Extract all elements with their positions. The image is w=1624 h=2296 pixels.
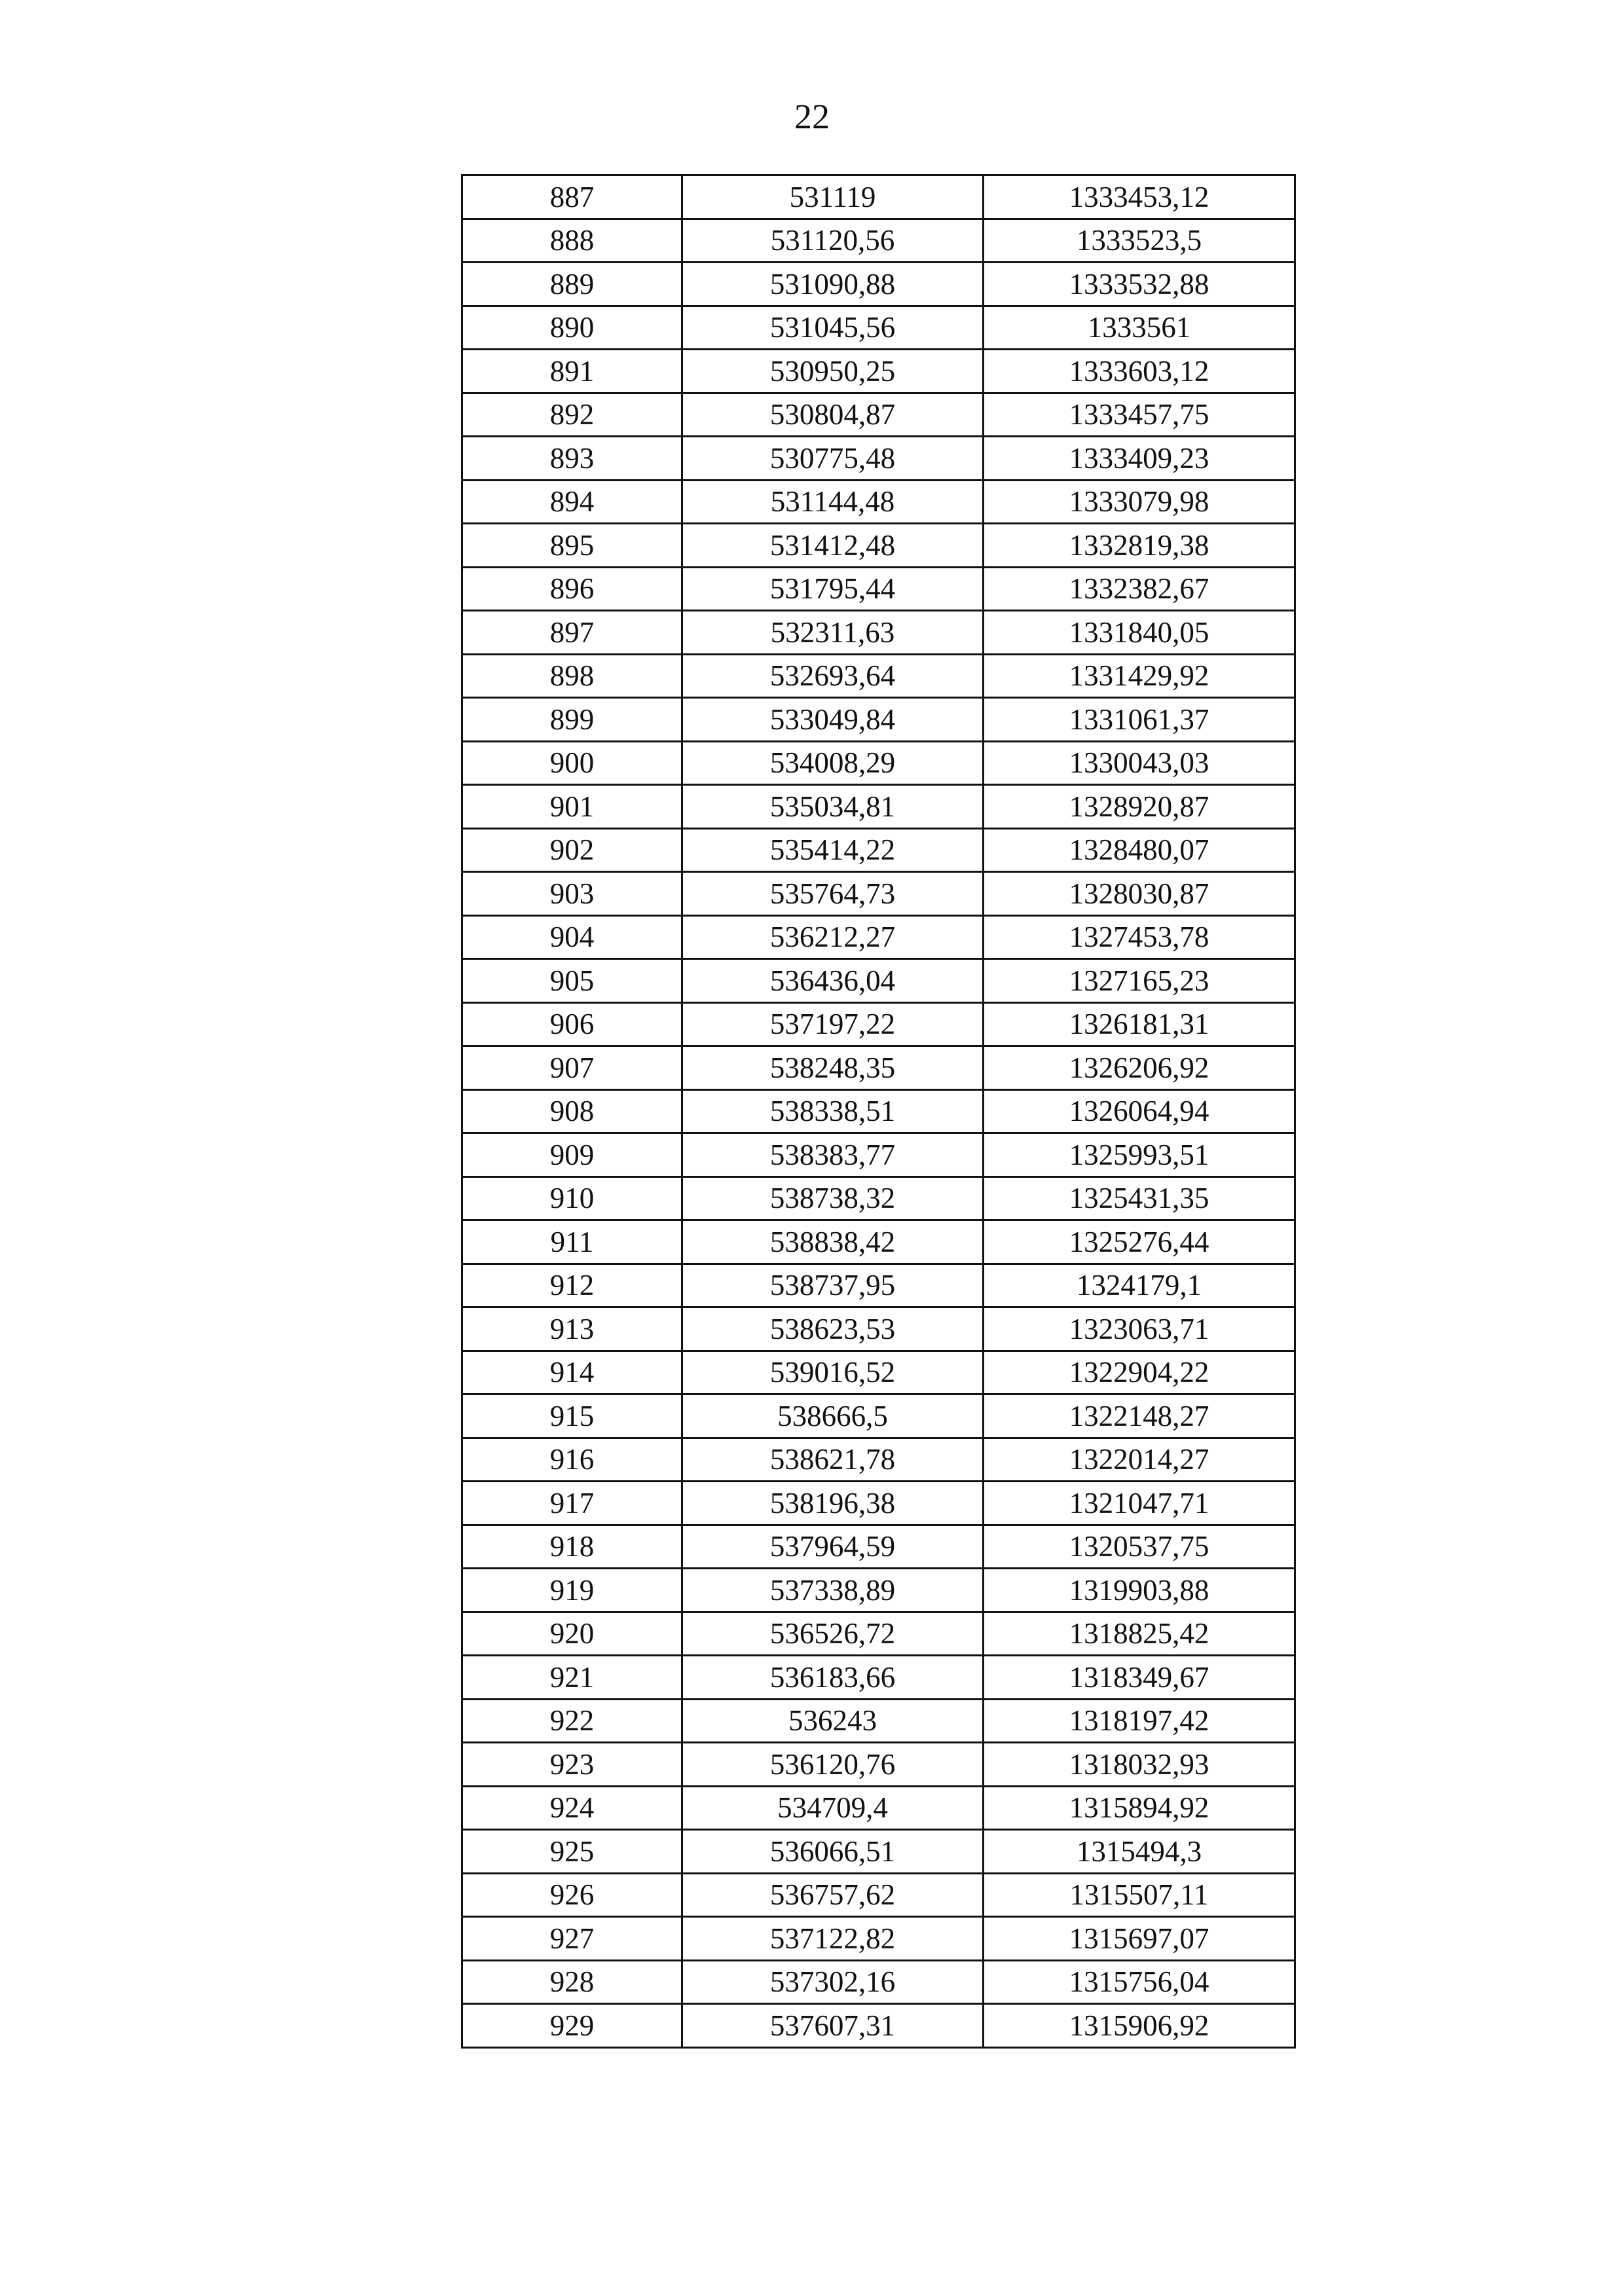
point-number-cell: 919: [462, 1569, 682, 1613]
table-row: [462, 393, 1295, 437]
y-coordinate-cell: 1315756,04: [984, 1960, 1295, 2004]
x-coordinate-cell: 536436,04: [682, 959, 984, 1003]
table-row: [462, 828, 1295, 872]
point-number-cell: 928: [462, 1960, 682, 2004]
table-row: [462, 175, 1295, 219]
point-number-cell: 916: [462, 1438, 682, 1482]
point-number-cell: 918: [462, 1525, 682, 1569]
point-number-cell: 906: [462, 1002, 682, 1046]
point-number-cell: 900: [462, 741, 682, 785]
table-row: [462, 1743, 1295, 1787]
y-coordinate-cell: 1315507,11: [984, 1873, 1295, 1917]
table-row: [462, 2004, 1295, 2048]
point-number-cell: 893: [462, 437, 682, 481]
x-coordinate-cell: 536183,66: [682, 1656, 984, 1700]
point-number-cell: 910: [462, 1176, 682, 1220]
x-coordinate-cell: 530804,87: [682, 393, 984, 437]
y-coordinate-cell: 1325993,51: [984, 1133, 1295, 1177]
y-coordinate-cell: 1333603,12: [984, 350, 1295, 393]
point-number-cell: 889: [462, 263, 682, 306]
x-coordinate-cell: 533049,84: [682, 698, 984, 742]
x-coordinate-cell: 531045,56: [682, 306, 984, 350]
x-coordinate-cell: 538621,78: [682, 1438, 984, 1482]
y-coordinate-cell: 1321047,71: [984, 1482, 1295, 1525]
x-coordinate-cell: 534008,29: [682, 741, 984, 785]
point-number-cell: 887: [462, 175, 682, 219]
y-coordinate-cell: 1333523,5: [984, 219, 1295, 263]
y-coordinate-cell: 1325276,44: [984, 1220, 1295, 1264]
y-coordinate-cell: 1315494,3: [984, 1830, 1295, 1874]
coordinates-table: [461, 174, 1296, 2049]
y-coordinate-cell: 1327453,78: [984, 915, 1295, 959]
table-row: [462, 306, 1295, 350]
y-coordinate-cell: 1318197,42: [984, 1699, 1295, 1743]
point-number-cell: 902: [462, 828, 682, 872]
point-number-cell: 898: [462, 654, 682, 698]
y-coordinate-cell: 1315906,92: [984, 2004, 1295, 2048]
x-coordinate-cell: 535034,81: [682, 785, 984, 829]
y-coordinate-cell: 1324179,1: [984, 1264, 1295, 1307]
point-number-cell: 911: [462, 1220, 682, 1264]
x-coordinate-cell: 538838,42: [682, 1220, 984, 1264]
x-coordinate-cell: 538338,51: [682, 1089, 984, 1133]
point-number-cell: 922: [462, 1699, 682, 1743]
point-number-cell: 915: [462, 1394, 682, 1438]
x-coordinate-cell: 530950,25: [682, 350, 984, 393]
point-number-cell: 891: [462, 350, 682, 393]
y-coordinate-cell: 1333453,12: [984, 175, 1295, 219]
table-row: [462, 1786, 1295, 1830]
x-coordinate-cell: 531144,48: [682, 480, 984, 524]
y-coordinate-cell: 1333532,88: [984, 263, 1295, 306]
table-row: [462, 567, 1295, 611]
table-row: [462, 1002, 1295, 1046]
y-coordinate-cell: 1322014,27: [984, 1438, 1295, 1482]
point-number-cell: 888: [462, 219, 682, 263]
table-row: [462, 524, 1295, 568]
table-row: [462, 263, 1295, 306]
table-row: [462, 872, 1295, 916]
x-coordinate-cell: 534709,4: [682, 1786, 984, 1830]
y-coordinate-cell: 1328920,87: [984, 785, 1295, 829]
table-row: [462, 611, 1295, 655]
point-number-cell: 901: [462, 785, 682, 829]
point-number-cell: 920: [462, 1612, 682, 1656]
coordinates-table-body: [462, 175, 1295, 2048]
table-row: [462, 437, 1295, 481]
table-row: [462, 959, 1295, 1003]
x-coordinate-cell: 538623,53: [682, 1307, 984, 1351]
x-coordinate-cell: 536757,62: [682, 1873, 984, 1917]
table-row: [462, 741, 1295, 785]
point-number-cell: 913: [462, 1307, 682, 1351]
table-row: [462, 219, 1295, 263]
x-coordinate-cell: 536120,76: [682, 1743, 984, 1787]
table-row: [462, 1046, 1295, 1090]
y-coordinate-cell: 1323063,71: [984, 1307, 1295, 1351]
y-coordinate-cell: 1333457,75: [984, 393, 1295, 437]
point-number-cell: 905: [462, 959, 682, 1003]
x-coordinate-cell: 531119: [682, 175, 984, 219]
point-number-cell: 908: [462, 1089, 682, 1133]
point-number-cell: 914: [462, 1351, 682, 1394]
table-row: [462, 1960, 1295, 2004]
x-coordinate-cell: 538738,32: [682, 1176, 984, 1220]
point-number-cell: 897: [462, 611, 682, 655]
x-coordinate-cell: 538666,5: [682, 1394, 984, 1438]
x-coordinate-cell: 537122,82: [682, 1917, 984, 1961]
point-number-cell: 892: [462, 393, 682, 437]
y-coordinate-cell: 1326206,92: [984, 1046, 1295, 1090]
table-row: [462, 1264, 1295, 1307]
table-row: [462, 1394, 1295, 1438]
y-coordinate-cell: 1331840,05: [984, 611, 1295, 655]
point-number-cell: 926: [462, 1873, 682, 1917]
y-coordinate-cell: 1327165,23: [984, 959, 1295, 1003]
table-row: [462, 785, 1295, 829]
table-row: [462, 1699, 1295, 1743]
y-coordinate-cell: 1318032,93: [984, 1743, 1295, 1787]
y-coordinate-cell: 1315697,07: [984, 1917, 1295, 1961]
y-coordinate-cell: 1325431,35: [984, 1176, 1295, 1220]
y-coordinate-cell: 1318349,67: [984, 1656, 1295, 1700]
table-row: [462, 1176, 1295, 1220]
point-number-cell: 925: [462, 1830, 682, 1874]
x-coordinate-cell: 537302,16: [682, 1960, 984, 2004]
y-coordinate-cell: 1331429,92: [984, 654, 1295, 698]
x-coordinate-cell: 531795,44: [682, 567, 984, 611]
x-coordinate-cell: 532693,64: [682, 654, 984, 698]
x-coordinate-cell: 535414,22: [682, 828, 984, 872]
x-coordinate-cell: 535764,73: [682, 872, 984, 916]
y-coordinate-cell: 1332382,67: [984, 567, 1295, 611]
point-number-cell: 923: [462, 1743, 682, 1787]
y-coordinate-cell: 1331061,37: [984, 698, 1295, 742]
point-number-cell: 903: [462, 872, 682, 916]
y-coordinate-cell: 1328030,87: [984, 872, 1295, 916]
point-number-cell: 894: [462, 480, 682, 524]
table-row: [462, 480, 1295, 524]
table-row: [462, 1220, 1295, 1264]
table-row: [462, 1089, 1295, 1133]
y-coordinate-cell: 1333409,23: [984, 437, 1295, 481]
table-row: [462, 1307, 1295, 1351]
point-number-cell: 907: [462, 1046, 682, 1090]
x-coordinate-cell: 536212,27: [682, 915, 984, 959]
x-coordinate-cell: 537964,59: [682, 1525, 984, 1569]
x-coordinate-cell: 532311,63: [682, 611, 984, 655]
x-coordinate-cell: 536066,51: [682, 1830, 984, 1874]
point-number-cell: 912: [462, 1264, 682, 1307]
point-number-cell: 896: [462, 567, 682, 611]
x-coordinate-cell: 538196,38: [682, 1482, 984, 1525]
page-number: 22: [794, 97, 830, 136]
x-coordinate-cell: 539016,52: [682, 1351, 984, 1394]
point-number-cell: 899: [462, 698, 682, 742]
y-coordinate-cell: 1318825,42: [984, 1612, 1295, 1656]
x-coordinate-cell: 537607,31: [682, 2004, 984, 2048]
y-coordinate-cell: 1322904,22: [984, 1351, 1295, 1394]
y-coordinate-cell: 1322148,27: [984, 1394, 1295, 1438]
y-coordinate-cell: 1315894,92: [984, 1786, 1295, 1830]
x-coordinate-cell: 538383,77: [682, 1133, 984, 1177]
y-coordinate-cell: 1330043,03: [984, 741, 1295, 785]
x-coordinate-cell: 531120,56: [682, 219, 984, 263]
y-coordinate-cell: 1328480,07: [984, 828, 1295, 872]
table-row: [462, 1656, 1295, 1700]
point-number-cell: 890: [462, 306, 682, 350]
x-coordinate-cell: 536243: [682, 1699, 984, 1743]
table-row: [462, 1612, 1295, 1656]
y-coordinate-cell: 1332819,38: [984, 524, 1295, 568]
x-coordinate-cell: 536526,72: [682, 1612, 984, 1656]
table-row: [462, 698, 1295, 742]
point-number-cell: 917: [462, 1482, 682, 1525]
point-number-cell: 904: [462, 915, 682, 959]
x-coordinate-cell: 538248,35: [682, 1046, 984, 1090]
x-coordinate-cell: 538737,95: [682, 1264, 984, 1307]
x-coordinate-cell: 530775,48: [682, 437, 984, 481]
point-number-cell: 929: [462, 2004, 682, 2048]
y-coordinate-cell: 1326181,31: [984, 1002, 1295, 1046]
y-coordinate-cell: 1319903,88: [984, 1569, 1295, 1613]
point-number-cell: 927: [462, 1917, 682, 1961]
table-row: [462, 1482, 1295, 1525]
table-row: [462, 1873, 1295, 1917]
table-row: [462, 1830, 1295, 1874]
table-row: [462, 1438, 1295, 1482]
table-row: [462, 1133, 1295, 1177]
y-coordinate-cell: 1326064,94: [984, 1089, 1295, 1133]
table-row: [462, 1525, 1295, 1569]
table-row: [462, 350, 1295, 393]
y-coordinate-cell: 1320537,75: [984, 1525, 1295, 1569]
y-coordinate-cell: 1333079,98: [984, 480, 1295, 524]
table-row: [462, 915, 1295, 959]
point-number-cell: 909: [462, 1133, 682, 1177]
x-coordinate-cell: 531412,48: [682, 524, 984, 568]
y-coordinate-cell: 1333561: [984, 306, 1295, 350]
x-coordinate-cell: 531090,88: [682, 263, 984, 306]
point-number-cell: 921: [462, 1656, 682, 1700]
table-row: [462, 654, 1295, 698]
point-number-cell: 895: [462, 524, 682, 568]
table-row: [462, 1351, 1295, 1394]
table-row: [462, 1569, 1295, 1613]
x-coordinate-cell: 537197,22: [682, 1002, 984, 1046]
point-number-cell: 924: [462, 1786, 682, 1830]
x-coordinate-cell: 537338,89: [682, 1569, 984, 1613]
table-row: [462, 1917, 1295, 1961]
